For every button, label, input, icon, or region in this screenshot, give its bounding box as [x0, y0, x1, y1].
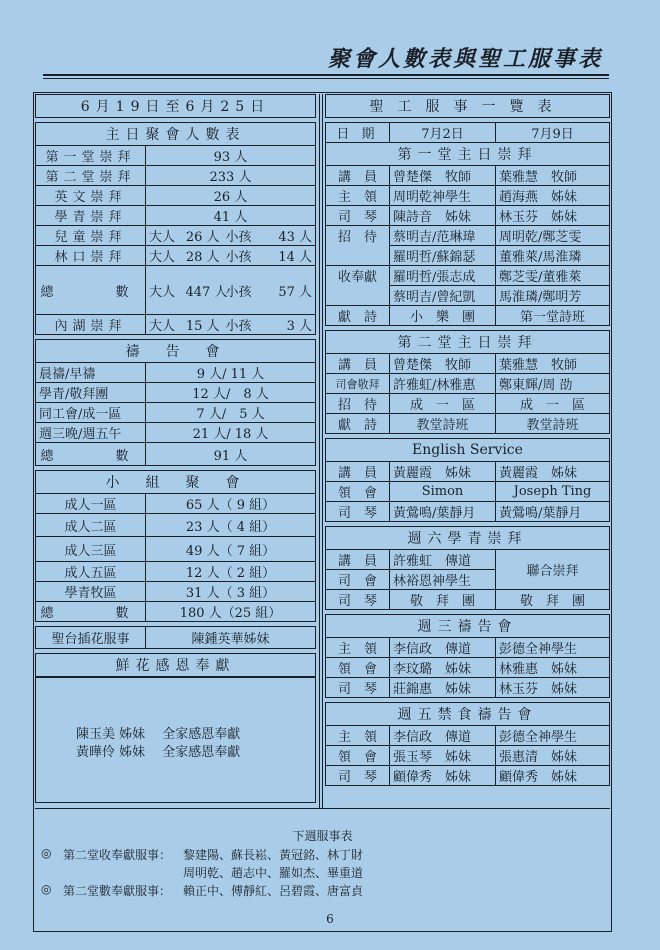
service-header-table	[325, 94, 610, 118]
table-row: 講 員 曾楚傑 牧師 葉雅慧 牧師	[326, 166, 610, 186]
service-column	[325, 94, 610, 786]
note-label: 第二堂收奉獻服事：	[63, 848, 172, 862]
table-row: 學青崇拜 41 人	[36, 206, 316, 226]
table-row: 學青/敬拜團 12 人/ 8 人	[36, 383, 316, 403]
note-names: 周明乾、趙志中、羅如杰、畢重道	[183, 866, 364, 880]
wednesday-prayer-header: 週三禱告會	[326, 615, 610, 638]
table-row: 第二堂崇拜 233 人	[36, 166, 316, 186]
wednesday-prayer-table	[325, 614, 610, 698]
table-row: 收奉獻 羅明哲/張志成 鄭芝雯/董雅萊	[326, 266, 610, 286]
total-row: 總 數 91 人	[36, 443, 316, 466]
first-service-header: 第一堂主日崇拜	[326, 143, 610, 166]
table-row: 內湖崇拜 大人 15 人 小孩 3 人	[36, 315, 316, 335]
service-header: 聖工服事一覽表	[326, 95, 610, 118]
table-row: 第一堂崇拜 93 人	[36, 146, 316, 166]
second-service-header: 第二堂主日崇拜	[326, 331, 610, 354]
table-row: 成人二區 23 人（ 4 組）	[36, 514, 316, 537]
table-row: 獻 詩 教堂詩班 教堂詩班	[326, 414, 610, 434]
table-row: 領 會 張玉琴 姊妹 張惠清 姊妹	[326, 746, 610, 766]
prayer-meeting-header: 禱 告 會	[36, 340, 316, 363]
column-divider-inner	[322, 94, 323, 808]
date-range: 6月19日至6月25日	[36, 95, 316, 118]
table-row: 司 琴 敬 拜 團 敬 拜 團	[326, 590, 610, 610]
table-row: 成人五區 12 人（ 2 組）	[36, 562, 316, 582]
table-row: 招 待 成 一 區 成 一 區	[326, 394, 610, 414]
friday-fasting-header: 週五禁食禱告會	[326, 703, 610, 726]
table-row: 兒童崇拜 大人 26 人 小孩 43 人	[36, 226, 316, 246]
table-row: 司 琴 顧偉秀 姊妹 顧偉秀 姊妹	[326, 766, 610, 786]
table-row: 主 領 李信政 傳道 彭德全神學生	[326, 726, 610, 746]
sunday-attendance-header: 主日聚會人數表	[36, 123, 316, 146]
table-row: 司 會 林裕恩神學生	[326, 570, 610, 590]
flower-offering-table	[35, 653, 316, 677]
table-row: 成人三區 49 人（ 7 組）	[36, 537, 316, 562]
table-row: 領 會 李玟璐 姊妹 林雅惠 姊妹	[326, 658, 610, 678]
youth-service-table	[325, 526, 610, 610]
table-row: 領 會 Simon Joseph Ting	[326, 482, 610, 502]
table-row: 獻 詩 小 樂 團 第一堂詩班	[326, 306, 610, 326]
page-number: 6	[326, 912, 334, 926]
second-service-table	[325, 330, 610, 434]
friday-fasting-table	[325, 702, 610, 786]
date-range-table	[35, 94, 316, 118]
youth-service-header: 週六學青崇拜	[326, 527, 610, 550]
table-row: 蔡明吉/曾紀凱 馬淮璘/鄭明芳	[326, 286, 610, 306]
flower-service-table	[35, 626, 316, 649]
page-title: 聚會人數表與聖工服事表	[327, 46, 603, 72]
note-label: 第二堂數奉獻服事：	[63, 884, 172, 898]
table-row: 林口崇拜 大人 28 人 小孩 14 人	[36, 246, 316, 266]
title-underline-thin	[43, 78, 609, 79]
table-row: 司會敬拜 許雅虹/林雅惠 鄭東輝/周 劭	[326, 374, 610, 394]
sunday-attendance-table	[35, 122, 316, 335]
table-row: 司 琴 莊錦惠 姊妹 林玉芬 姊妹	[326, 678, 610, 698]
table-row: 學青牧區 31 人（ 3 組）	[36, 582, 316, 602]
notes-title: 下週服事表	[292, 829, 353, 843]
title-underline	[43, 74, 609, 76]
english-service-table	[325, 438, 610, 522]
table-row: 司 琴 陳詩音 姊妹 林玉芬 姊妹	[326, 206, 610, 226]
list-item: 陳玉美 姊妹 全家感恩奉獻	[76, 727, 241, 742]
flower-offering-list	[35, 677, 316, 803]
column-divider	[319, 94, 320, 808]
table-row: 司 琴 黃鶯鳴/葉靜月 黃鶯鳴/葉靜月	[326, 502, 610, 522]
table-row: 講 員 曾楚傑 牧師 葉雅慧 牧師	[326, 354, 610, 374]
small-group-table	[35, 470, 316, 622]
date-row: 日 期 7月2日 7月9日	[326, 123, 610, 143]
attendance-column	[35, 94, 316, 803]
flower-offering-header: 鮮花感恩奉獻	[36, 654, 316, 677]
total-row: 總 數 180 人（25 組）	[36, 602, 316, 622]
table-row: 同工會/成一區 7 人/ 5 人	[36, 403, 316, 423]
table-row: 主 領 李信政 傳道 彭德全神學生	[326, 638, 610, 658]
note-bullet: ◎	[41, 846, 52, 860]
note-bullet: ◎	[41, 882, 52, 896]
table-row: 講 員 許雅虹 傳道 聯合崇拜	[326, 550, 610, 570]
table-row: 講 員 黃麗霞 姊妹 黃麗霞 姊妹	[326, 462, 610, 482]
table-row: 成人一區 65 人（ 9 組）	[36, 494, 316, 514]
total-row: 總 數 大人 447 人 小孩 57 人	[36, 266, 316, 315]
english-service-header: English Service	[326, 439, 610, 462]
small-group-header: 小 組 聚 會	[36, 471, 316, 494]
table-row: 招 待 蔡明吉/范琳瑋 周明乾/鄭芝雯	[326, 226, 610, 246]
first-service-table	[325, 122, 610, 326]
list-item: 黃曄伶 姊妹 全家感恩奉獻	[76, 745, 241, 760]
note-names: 黎建陽、蘇長崧、黃冠銘、林丁財	[183, 848, 364, 862]
table-row: 聖台插花服事 陳鍾英華姊妹	[36, 627, 316, 649]
table-row: 英文崇拜 26 人	[36, 186, 316, 206]
prayer-meeting-table	[35, 339, 316, 466]
note-names: 賴正中、傅靜紅、呂碧霞、唐富貞	[183, 884, 364, 898]
joint-worship: 聯合崇拜	[496, 550, 610, 590]
table-row: 週三晚/週五午 21 人/ 18 人	[36, 423, 316, 443]
table-row: 晨禱/早禱 9 人/ 11 人	[36, 363, 316, 383]
table-row: 羅明哲/蘇錦瑟 董雅萊/馬淮璘	[326, 246, 610, 266]
table-row: 主 領 周明乾神學生 趙海燕 姊妹	[326, 186, 610, 206]
